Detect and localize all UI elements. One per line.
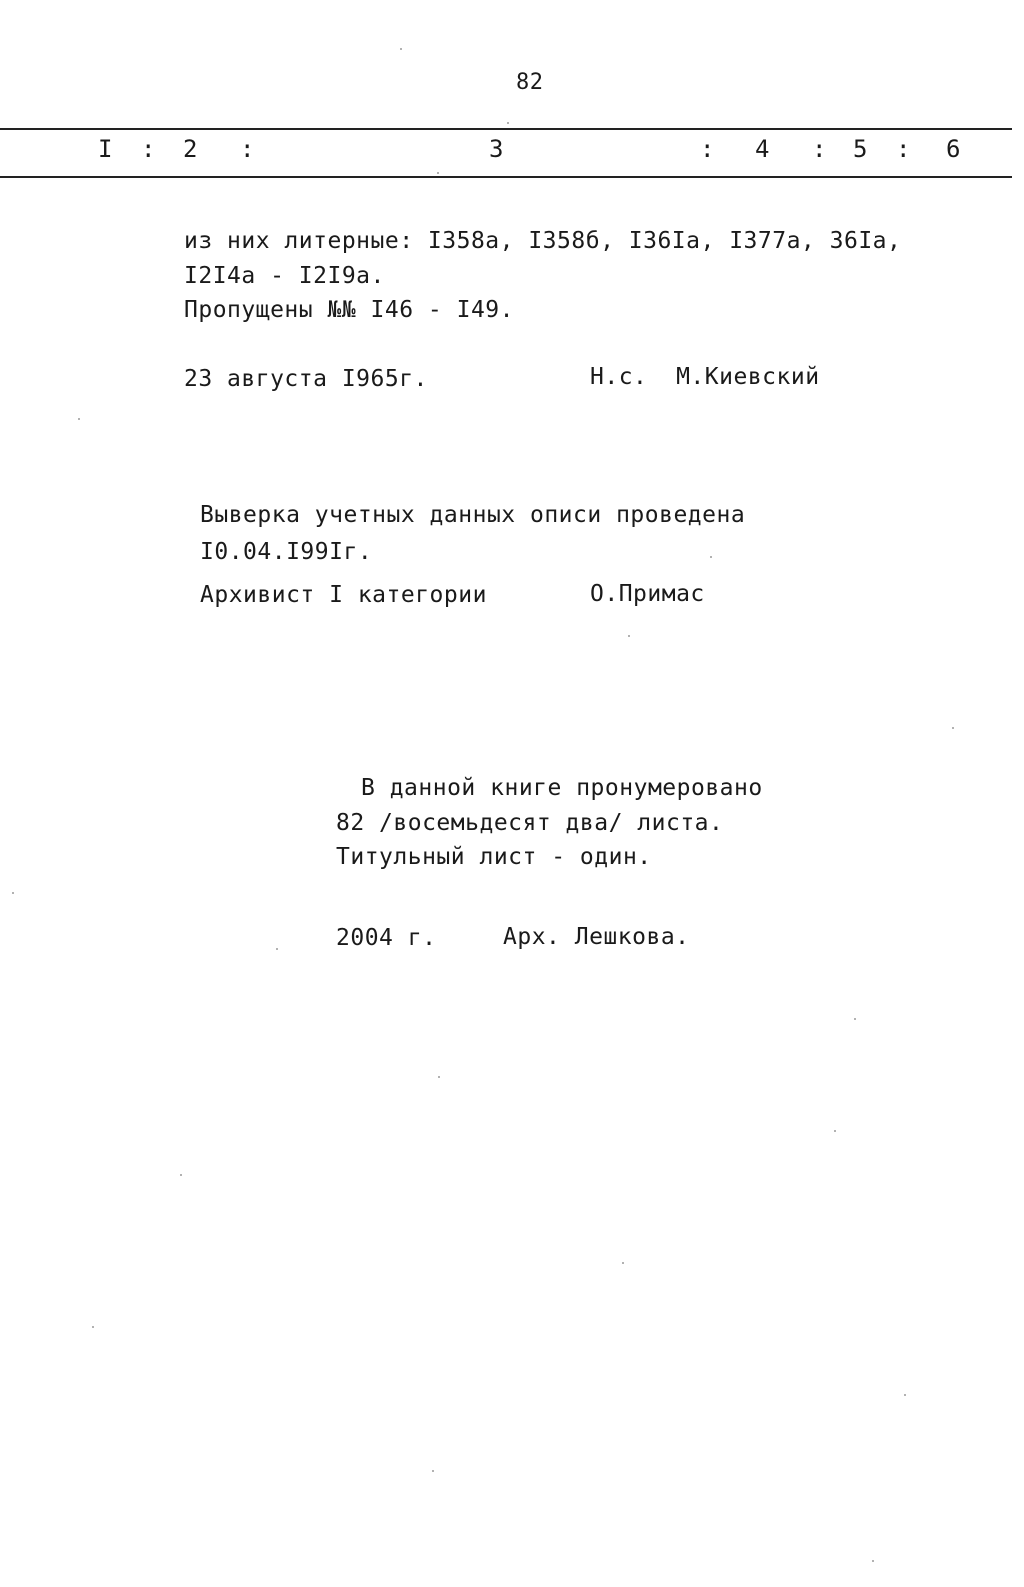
page-number: 82	[516, 70, 544, 95]
certification-date: 2004 г.	[336, 925, 437, 951]
scan-speck	[628, 635, 630, 637]
scan-speck	[12, 892, 14, 894]
scan-speck	[904, 1394, 906, 1396]
note-line: Выверка учетных данных описи проведена	[200, 502, 746, 528]
note-line: I2I4а - I2I9а.	[184, 263, 385, 289]
archivist-position: Архивист I категории	[200, 582, 487, 608]
table-header-top-rule	[0, 128, 1012, 130]
archivist-signature: О.Примас	[590, 581, 705, 607]
note-line: Пропущены №№ I46 - I49.	[184, 297, 514, 323]
column-separator: :	[141, 135, 156, 163]
column-header-1: I	[98, 135, 113, 163]
column-separator: :	[896, 135, 911, 163]
column-header-2: 2	[183, 135, 198, 163]
note-line: 82 /восемьдесят два/ листа.	[336, 810, 724, 836]
scan-speck	[437, 172, 439, 174]
compiler-signature: Н.с. М.Киевский	[590, 364, 820, 390]
scan-speck	[854, 1018, 856, 1020]
column-separator: :	[700, 135, 715, 163]
scan-speck	[276, 948, 278, 950]
note-line: из них литерные: I358а, I358б, I36Iа, I377а, 36Iа,	[184, 228, 902, 254]
column-header-4: 4	[755, 135, 770, 163]
note-line: I0.04.I99Iг.	[200, 539, 373, 565]
compilation-date: 23 августа I965г.	[184, 366, 428, 392]
scan-speck	[622, 1262, 624, 1264]
scan-speck	[438, 1076, 440, 1078]
column-header-3: 3	[489, 135, 504, 163]
note-line: В данной книге пронумеровано	[361, 775, 763, 801]
scan-speck	[92, 1326, 94, 1328]
column-separator: :	[240, 135, 255, 163]
column-header-5: 5	[853, 135, 868, 163]
table-header-bottom-rule	[0, 176, 1012, 178]
column-header-6: 6	[946, 135, 961, 163]
note-line: Титульный лист - один.	[336, 844, 652, 870]
scan-speck	[400, 48, 402, 50]
scan-speck	[180, 1174, 182, 1176]
scan-speck	[432, 1470, 434, 1472]
column-separator: :	[812, 135, 827, 163]
scan-speck	[78, 418, 80, 420]
certifier-signature: Арх. Лешкова.	[503, 924, 690, 950]
scan-speck	[872, 1560, 874, 1562]
scan-speck	[952, 727, 954, 729]
scan-speck	[834, 1130, 836, 1132]
scan-speck	[507, 122, 509, 124]
scan-speck	[710, 556, 712, 558]
